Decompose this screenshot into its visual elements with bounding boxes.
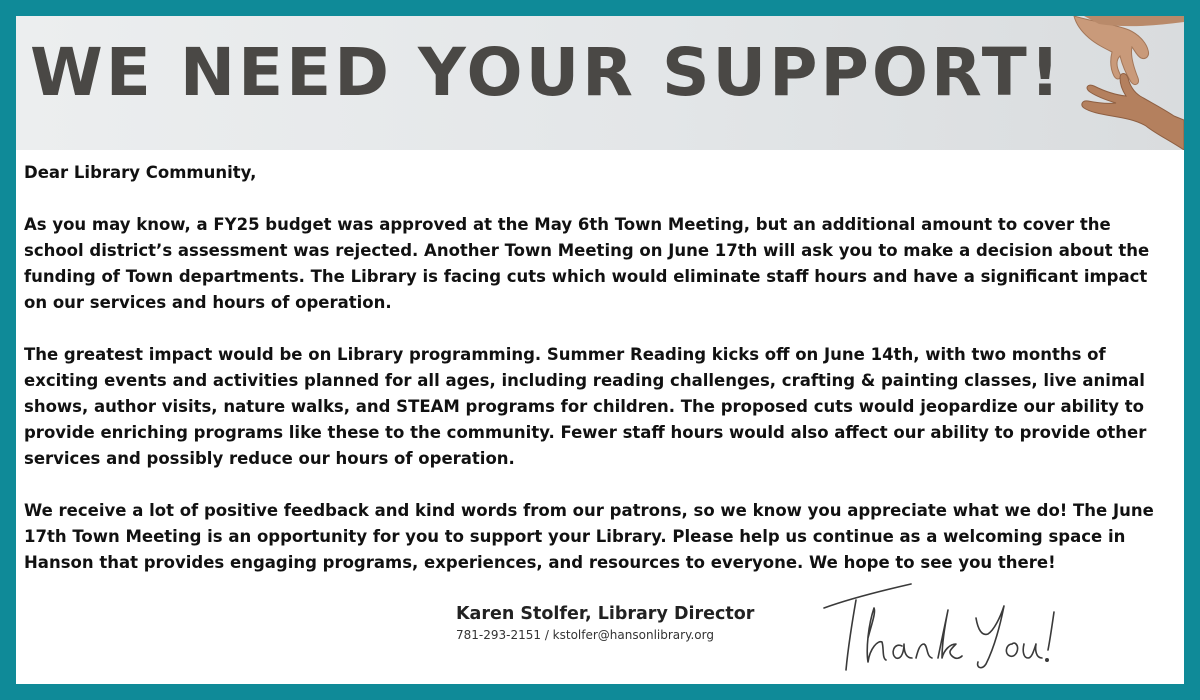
signature-contact: 781-293-2151 / kstolfer@hansonlibrary.org [456, 628, 714, 642]
thank-you-handwriting [816, 578, 1066, 678]
salutation: Dear Library Community, [24, 163, 257, 182]
paragraph-programming: The greatest impact would be on Library programming. Summer Reading kicks off on June 14th, with two months of exciting events and activities planned for all ages, including reading challenges, crafting & painting classes, live animal shows, author visits, nature walks, and STEAM programs for children. The proposed cuts would jeopardize our ability to provide enriching programs like these to the community. Fewer staff hours would also affect our ability to provide other services and possibly reduce our hours of operation. [24, 345, 1147, 468]
flyer-card [16, 16, 1184, 684]
header-banner [16, 16, 1184, 150]
signature-block [456, 604, 754, 642]
signature-name: Karen Stolfer, Library Director [456, 604, 755, 624]
paragraph-budget: As you may know, a FY25 budget was approved at the May 6th Town Meeting, but an additional amount to cover the school district’s assessment was rejected. Another Town Meeting on June 17th will ask you to make a decision about the funding of Town departments. The Library is facing cuts which would eliminate staff hours and have a significant impact on our services and hours of operation. [24, 215, 1150, 312]
paragraph-support: We receive a lot of positive feedback and kind words from our patrons, so we know you appreciate what we do! The June 17th Town Meeting is an opportunity for you to support your Library. Please help us continue as a welcoming space in Hanson that provides engaging programs, experiences, and resources to everyone. We hope to see you there! [24, 501, 1154, 572]
reaching-hands-icon [924, 16, 1184, 150]
banner-title: WE NEED YOUR SUPPORT! [30, 34, 1063, 111]
letter-body [24, 160, 1176, 602]
